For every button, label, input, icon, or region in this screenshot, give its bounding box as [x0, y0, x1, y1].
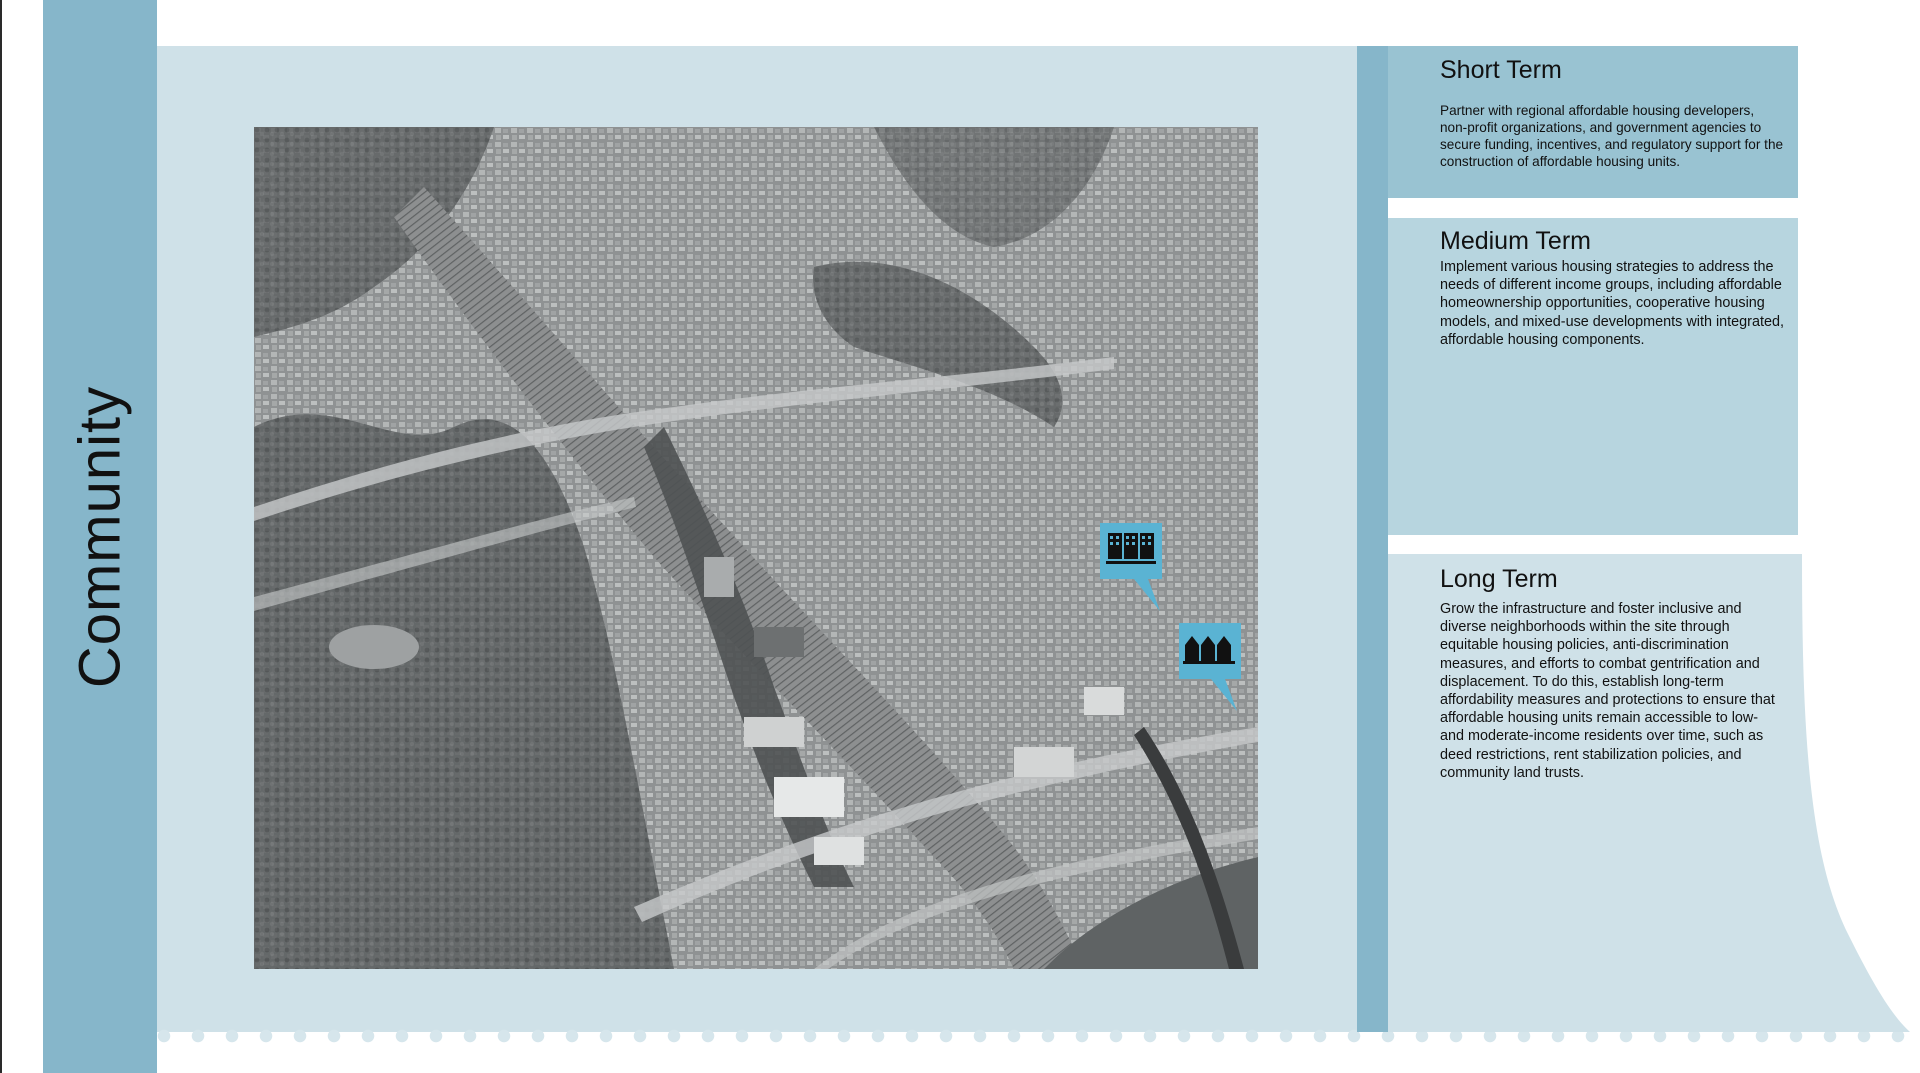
apartment-pin[interactable] [1098, 523, 1168, 613]
medium-term-title: Medium Term [1440, 227, 1591, 255]
short-term-text: Partner with regional affordable housing developers, non-profit organizations, and government agencies to secure funding, incentives, and regulatory support for the construction of affordable housing units. [1440, 103, 1784, 169]
short-term-title: Short Term [1440, 56, 1562, 84]
short-term-card [1388, 46, 1798, 198]
decorative-curve [1798, 554, 1910, 1034]
medium-term-text: Implement various housing strategies to address the needs of different income groups, including affordable homeownership opportunities, cooperative housing models, and mixed-use developments with integrated, affordable housing components. [1440, 259, 1784, 348]
medium-term-card [1388, 218, 1798, 535]
long-term-card [1388, 554, 1798, 1032]
long-term-title: Long Term [1440, 565, 1558, 593]
left-edge-line [0, 0, 2, 1073]
houses-pin[interactable] [1177, 623, 1247, 713]
long-term-text: Grow the infrastructure and foster inclusive and diverse neighborhoods within the site through equitable housing policies, anti-discrimination measures, and efforts to combat gentrification and displacement. To do this, establish long-term affordability measures and protections to ensure that affordable housing units remain accessible to low- and moderate-income residents over time, such as deed restrictions, rent stabilization policies, and community land trusts. [1440, 601, 1775, 781]
houses-icon [1183, 636, 1235, 664]
page-title: Community [67, 385, 133, 689]
panel-divider [1357, 46, 1388, 1032]
